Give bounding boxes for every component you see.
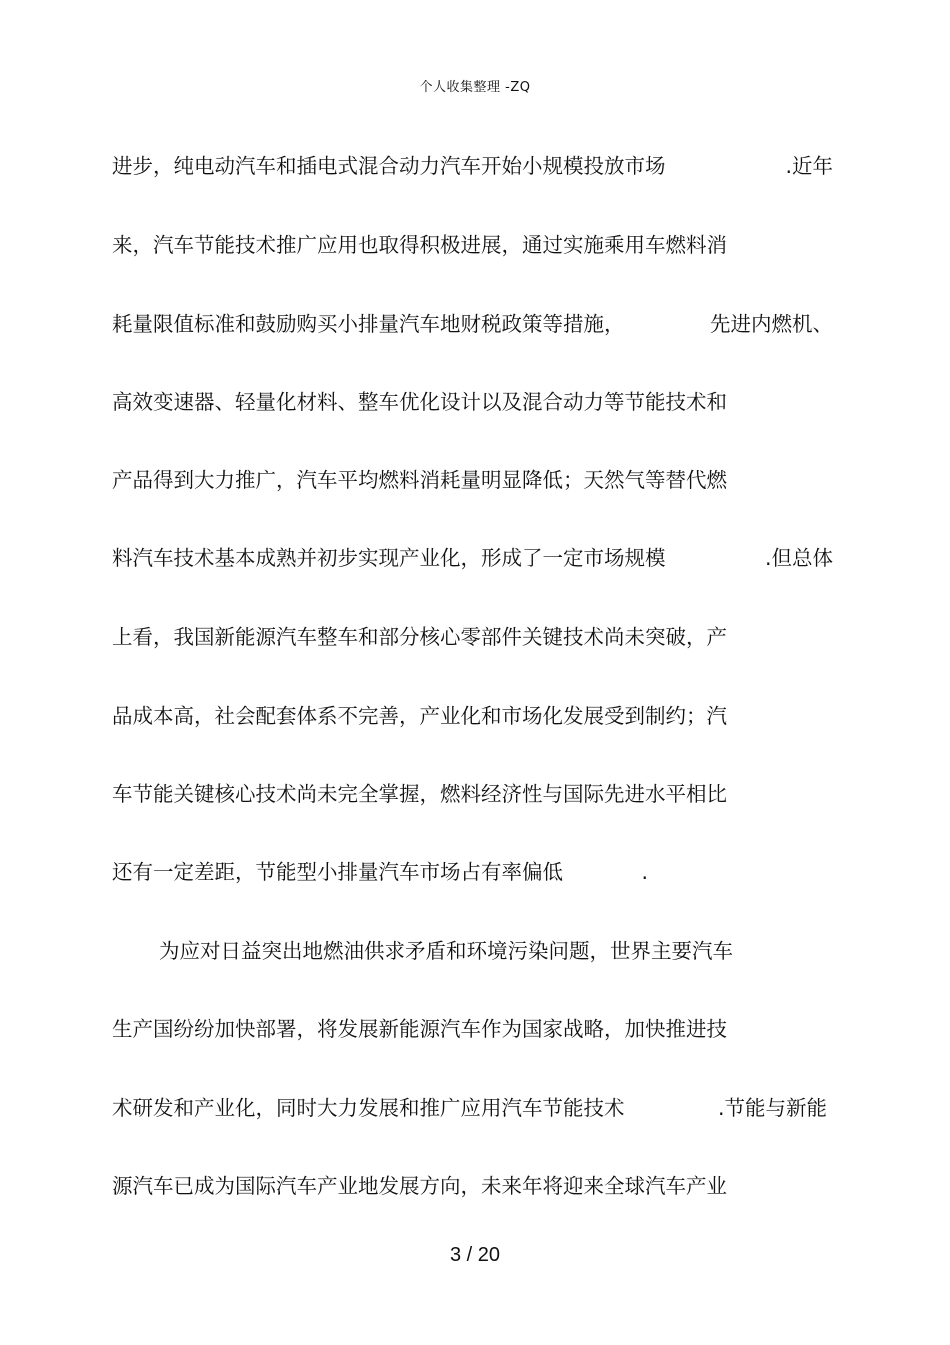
paragraph-first-line: 为应对日益突出地燃油供求矛盾和环境污染问题，世界主要汽车 (159, 939, 733, 963)
page-header: 个人收集整理 -ZQ (419, 80, 531, 95)
page-number: 3 / 20 (449, 1244, 501, 1266)
text-line: 还有一定差距，节能型小排量汽车市场占有率偏低 . (112, 860, 648, 884)
text-line: 上看，我国新能源汽车整车和部分核心零部件关键技术尚未突破，产 (112, 625, 727, 649)
text-line: 车节能关键核心技术尚未完全掌握，燃料经济性与国际先进水平相比 (112, 782, 727, 806)
text-line: 高效变速器、轻量化材料、整车优化设计以及混合动力等节能技术和 (112, 390, 727, 414)
text-line: 来，汽车节能技术推广应用也取得积极进展，通过实施乘用车燃料消 (112, 233, 727, 257)
text-line: 源汽车已成为国际汽车产业地发展方向，未来年将迎来全球汽车产业 (112, 1174, 727, 1198)
text-line: 品成本高，社会配套体系不完善，产业化和市场化发展受到制约；汽 (112, 704, 727, 728)
text-line: 术研发和产业化，同时大力发展和推广应用汽车节能技术 .节能与新能 (112, 1096, 827, 1120)
text-line: 生产国纷纷加快部署，将发展新能源汽车作为国家战略，加快推进技 (112, 1017, 727, 1041)
text-line: 料汽车技术基本成熟并初步实现产业化，形成了一定市场规模 .但总体 (112, 546, 833, 570)
text-line: 进步，纯电动汽车和插电式混合动力汽车开始小规模投放市场 .近年 (112, 154, 833, 178)
text-line: 耗量限值标准和鼓励购买小排量汽车地财税政策等措施， 先进内燃机、 (112, 312, 833, 336)
text-line: 产品得到大力推广，汽车平均燃料消耗量明显降低；天然气等替代燃 (112, 468, 727, 492)
